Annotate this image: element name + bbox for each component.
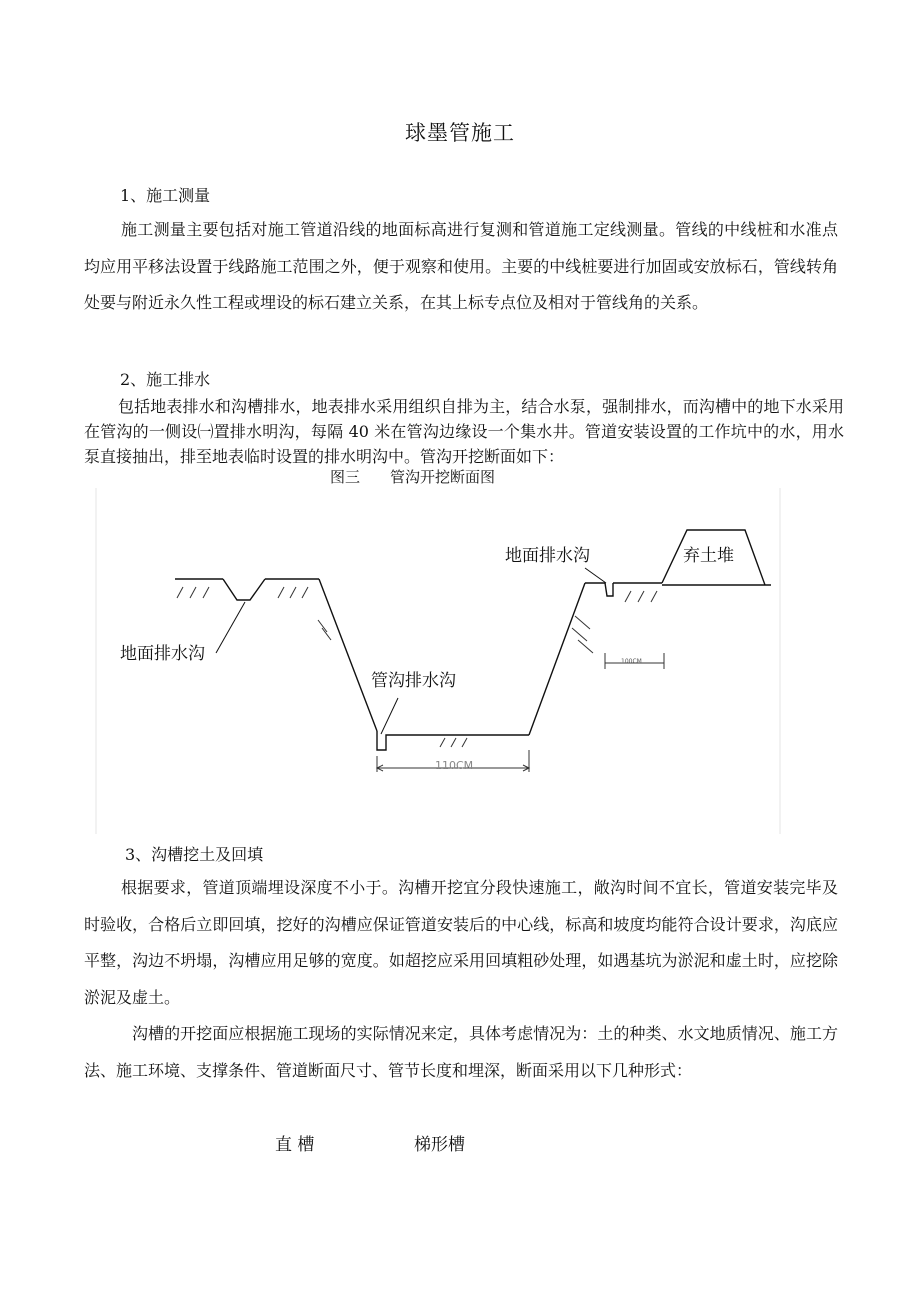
figure-title: 管沟开挖断面图 [390, 468, 496, 486]
trench-section-svg [95, 488, 785, 836]
section-3-text-1: 根据要求，管道顶端埋设深度不小于。沟槽开挖宜分段快速施工，敞沟时间不宜长，管道安装完毕及时验收，合格后立即回填，挖好的沟槽应保证管道安装后的中心线，标高和坡度均能符合设计要求，沟底应平整，沟边不坍塌，沟槽应用足够的宽度。如超挖应采用回填粗砂处理，如遇基坑为淤泥和虚土时，应挖除淤泥及虚土。 [84, 878, 838, 1007]
section-1-text: 施工测量主要包括对施工管道沿线的地面标高进行复测和管道施工定线测量。管线的中线桩和水准点均应用平移法设置于线路施工范围之外，便于观察和使用。主要的中线桩要进行加固或安放标石，管线转角处要与附近永久性工程或埋设的标石建立关系，在其上标专点位及相对于管线角的关系。 [84, 220, 838, 312]
bottom-width-label: 110CM [435, 759, 474, 772]
label-trench-drain: 管沟排水沟 [371, 671, 456, 691]
leader-lines [216, 568, 606, 734]
trench-section-diagram [95, 488, 785, 836]
figure-number: 图三 [330, 468, 361, 486]
section-3-heading: 3、沟槽挖土及回填 [125, 845, 264, 864]
label-spoil-heap: 弃土堆 [683, 546, 734, 566]
section-1-heading: 1、施工测量 [120, 186, 211, 205]
section-2-text: 包括地表排水和沟槽排水，地表排水采用组织自排为主，结合水泵，强制排水，而沟槽中的地下水采用在管沟的一侧设㈠置排水明沟，每隔 40 米在管沟边缘设一个集水井。管道安装设置的工作坑中的水，用水泵直接抽出，排至地表临时设置的排水明沟中。管沟开挖断面如下： [84, 397, 844, 466]
trench-type-trapezoid: 梯形槽 [414, 1135, 465, 1155]
left-ground-profile [175, 530, 771, 750]
section-2-heading: 2、施工排水 [120, 370, 211, 389]
label-ground-drain-left: 地面排水沟 [120, 644, 205, 664]
section-3-text-2: 沟槽的开挖面应根据施工现场的实际情况来定，具体考虑情况为：土的种类、水文地质情况、施工方法、施工环境、支撑条件、管道断面尺寸、管节长度和埋深，断面采用以下几种形式： [84, 1024, 838, 1080]
soil-hatching [177, 587, 657, 747]
figure-caption [330, 466, 525, 487]
offset-width-label: 100CM [621, 658, 642, 665]
page-title: 球墨管施工 [405, 121, 515, 145]
trench-type-straight: 直 槽 [275, 1135, 315, 1155]
label-ground-drain-right: 地面排水沟 [505, 546, 590, 566]
